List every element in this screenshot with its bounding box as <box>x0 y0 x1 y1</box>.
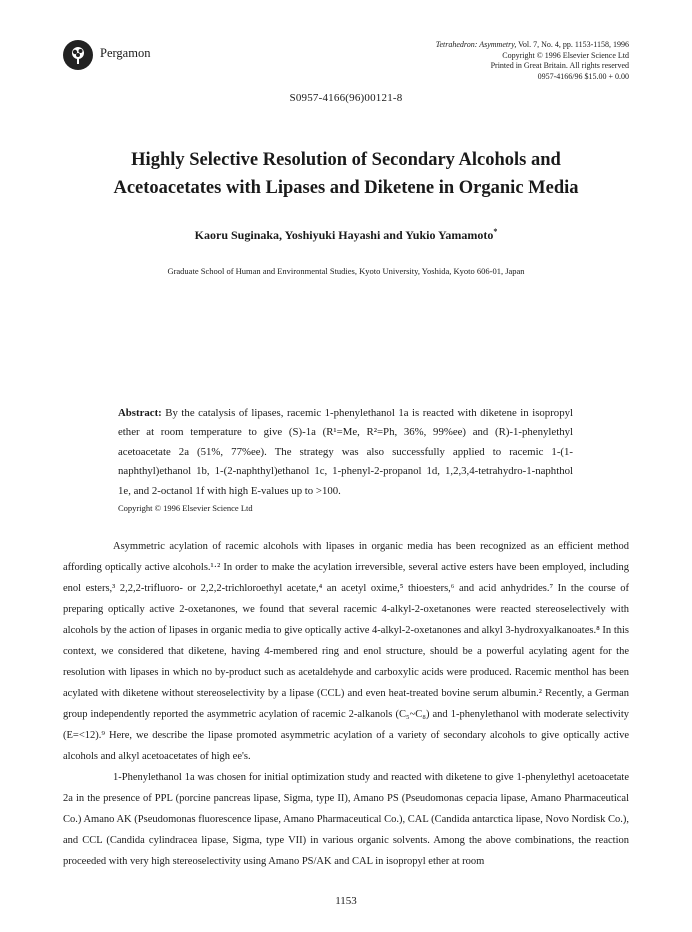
journal-citation <box>436 40 629 51</box>
journal-meta <box>436 40 629 82</box>
pergamon-logo-icon <box>63 40 93 70</box>
abstract <box>118 404 573 516</box>
volume-info: Vol. 7, No. 4, pp. 1153-1158, 1996 <box>516 40 629 49</box>
price-line: 0957-4166/96 $15.00 + 0.00 <box>537 71 629 81</box>
affiliation: Graduate School of Human and Environmental Studies, Kyoto University, Yoshida, Kyoto 606-01, Japan <box>167 266 525 276</box>
printed-line: Printed in Great Britain. All rights reserved <box>490 61 629 70</box>
title-line-1: Highly Selective Resolution of Secondary Alcohols and <box>131 150 561 170</box>
corresponding-author-mark: * <box>493 227 498 236</box>
publisher-name: Pergamon <box>100 46 151 60</box>
authors <box>0 227 692 243</box>
copyright-line: Copyright © 1996 Elsevier Science Ltd <box>502 50 629 60</box>
abstract-text: By the catalysis of lipases, racemic 1-phenylethanol 1a is reacted with diketene in isopropyl ether at room temperature to give (S)-1a (R¹=Me, R²=Ph, 36%, 99%ee) and (R)-1-phenylethyl acetoacetate 2a (51%, 77%ee). The strategy was also successfully applied to racemic 1-(1-naphthyl)ethanol 1b, 1-(2-naphthyl)ethanol 1c, 1-phenyl-2-propanol 1d, 1,2,3,4-tetrahydro-1-naphthol 1e, and 2-octanol 1f with high E-values up to >100. <box>118 407 573 497</box>
author-list: Kaoru Suginaka, Yoshiyuki Hayashi and Yukio Yamamoto <box>194 228 494 242</box>
paper-title <box>60 146 632 202</box>
title-line-2: Acetoacetates with Lipases and Diketene in Organic Media <box>113 178 579 198</box>
doi: S0957-4166(96)00121-8 <box>289 92 403 104</box>
abstract-copyright: Copyright © 1996 Elsevier Science Ltd <box>118 503 253 514</box>
journal-name: Tetrahedron: Asymmetry, <box>435 40 517 49</box>
page-number: 1153 <box>335 895 357 907</box>
paragraph-1: Asymmetric acylation of racemic alcohols with lipases in organic media has been recognized as an efficient method affording optically active alcohols.¹·² In order to make the acylation irreversible, several active esters have been employed, including enol esters,³ 2,2,2-trifluoro- or 2,2,2-trichloroethyl acetate,⁴ an acetyl oxime,⁵ thioesters,⁶ and acid anhydrides.⁷ In the course of preparing optically active 2-oxetanones, we found that several racemic 4-alkyl-2-oxetanones were reacted stereoselectively with alcohols by the action of lipases in organic media to give optically active 4-alkyl-2-oxetanones and alkyl 3-hydroxyalkanoates.⁸ In this context, we considered that diketene, having 4-membered ring and enol structure, should be a powerful acylating agent for the resolution with lipases in which no by-product such as acetaldehyde and carboxylic acids were produced. Racemic menthol has been acylated with diketene without stereoselectivity by a lipase (CCL) and even heat-treated bovine serum albumin.² Recently, a German group independently reported the asymmetric acylation of racemic 2-alkanols (C₅~C₈) and 1-phenylethanol with moderate selectivity (E=<12).⁹ Here, we describe the lipase promoted asymmetric acylation of a variety of secondary alcohols to give optically active alcohols and alkyl acetoacetates of high ee's. <box>63 541 629 762</box>
abstract-label: Abstract: <box>118 407 162 419</box>
paragraph-2: 1-Phenylethanol 1a was chosen for initial optimization study and reacted with diketene to give 1-phenylethyl acetoacetate 2a in the presence of PPL (porcine pancreas lipase, Sigma, type II), Amano PS (Pseudomonas cepacia lipase, Amano Pharmaceutical Co.) Amano AK (Pseudomonas fluorescence lipase, Amano Pharmaceutical Co.), CAL (Candida antarctica lipase, Novo Nordisk Co.), and CCL (Candida cylindracea lipase, Sigma, type VII) in various organic solvents. Among the above combinations, the reaction proceeded with very high stereoselectivity using Amano PS/AK and CAL in isopropyl ether at room <box>63 772 629 867</box>
body-text <box>63 536 629 872</box>
